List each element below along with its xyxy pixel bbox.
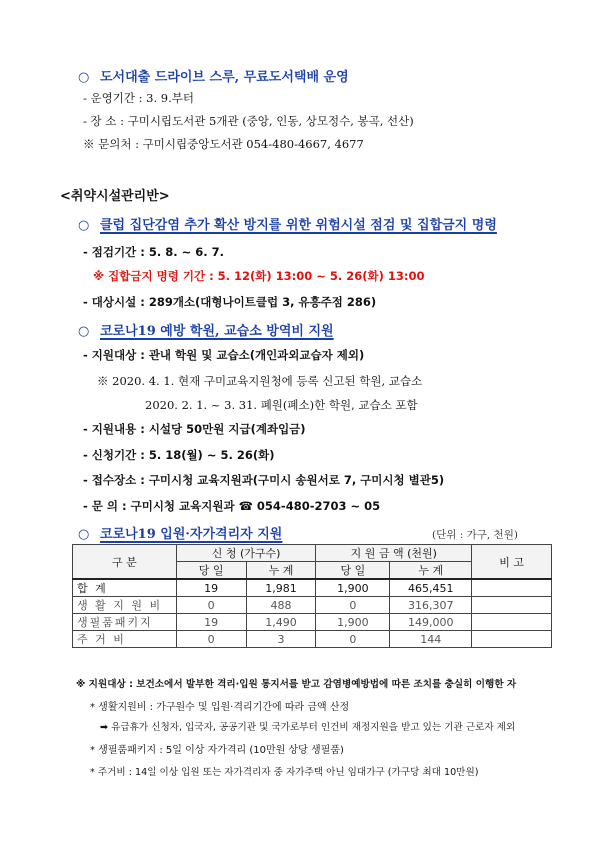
section1-line-2: - 장 소 : 구미시립도서관 5개관 (중앙, 인동, 상모정수, 봉곡, 선산): [83, 114, 414, 128]
section2-target: - 대상시설 : 289개소(대형나이트클럽 3, 유흥주점 286): [83, 295, 377, 309]
cell-app-cum: 1,981: [246, 579, 316, 597]
section3-line-6: - 접수장소 : 구미시청 교육지원과(구미시 송원서로 7, 구미시청 별관5): [83, 473, 445, 487]
cell-app-cum: 488: [246, 597, 316, 614]
table-row: [73, 597, 552, 614]
table-header-row: [73, 545, 552, 562]
section2-heading: ○ 클럽 집단감염 추가 확산 방지를 위한 위험시설 점검 및 집합금지 명령: [78, 218, 497, 233]
section2-period: - 점검기간 : 5. 8. ~ 6. 7.: [83, 245, 224, 259]
cell-sup-cum: 316,307: [390, 597, 472, 614]
cell-app-cum: 3: [246, 631, 316, 648]
subheader-daily: 당 일: [316, 562, 390, 580]
circle-bullet-icon: ○: [78, 527, 90, 542]
section2-ban-period: ※ 집합금지 명령 기간 : 5. 12(화) 13:00 ~ 5. 26(화) 13:00: [93, 269, 425, 283]
cell-note: [472, 614, 552, 631]
department-title: <취약시설관리반>: [60, 189, 170, 204]
section3-line-5: - 신청기간 : 5. 18(월) ~ 5. 26(화): [83, 448, 275, 462]
header-application: 신 청 (가구수): [176, 545, 316, 562]
circle-bullet-icon: ○: [78, 324, 90, 339]
note-package: * 생필품패키지 : 5일 이상 자가격리 (10만원 상당 생필품): [90, 745, 344, 756]
header-support: 지 원 금 액 (천원): [316, 545, 472, 562]
section3-line-7: - 문 의 : 구미시청 교육지원과 ☎ 054-480-2703 ~ 05: [83, 499, 381, 513]
cell-note: [472, 631, 552, 648]
subheader-daily: 당 일: [176, 562, 246, 580]
cell-app-cum: 1,490: [246, 614, 316, 631]
note-exclusion: ➡ 유급휴가 신청자, 입국자, 공공기관 및 국가로부터 인건비 재정지원을 받고 있는 기관 근로자 제외: [100, 722, 516, 733]
header-note: 비 고: [472, 545, 552, 580]
unit-label: (단위 : 가구, 천원): [432, 529, 518, 541]
row-label: 생 활 지 원 비: [73, 597, 177, 614]
cell-sup-cum: 149,000: [390, 614, 472, 631]
cell-sup-cum: 465,451: [390, 579, 472, 597]
cell-sup-day: 1,900: [316, 614, 390, 631]
cell-app-day: 19: [176, 614, 246, 631]
section3-line-3: 2020. 2. 1. ~ 3. 31. 폐원(폐소)한 학원, 교습소 포함: [145, 398, 418, 412]
table-row: [73, 579, 552, 597]
header-category: 구 분: [73, 545, 177, 580]
circle-bullet-icon: ○: [78, 70, 90, 85]
cell-sup-day: 1,900: [316, 579, 390, 597]
row-label: 합 계: [73, 579, 177, 597]
section1-line-1: - 운영기간 : 3. 9.부터: [83, 91, 194, 105]
note-eligibility: ※ 지원대상 : 보건소에서 발부한 격리·입원 통지서를 받고 감염병예방법에 따른 조치를 충실히 이행한 자: [76, 679, 517, 690]
support-table: [72, 544, 552, 648]
cell-sup-day: 0: [316, 597, 390, 614]
section3-heading: ○ 코로나19 예방 학원, 교습소 방역비 지원: [78, 324, 334, 339]
cell-app-day: 19: [176, 579, 246, 597]
section3-line-1: - 지원대상 : 관내 학원 및 교습소(개인과외교습자 제외): [83, 348, 365, 362]
table-row: [73, 614, 552, 631]
cell-sup-day: 0: [316, 631, 390, 648]
section1-heading: ○ 도서대출 드라이브 스루, 무료도서택배 운영: [78, 70, 349, 85]
cell-app-day: 0: [176, 597, 246, 614]
cell-note: [472, 579, 552, 597]
table-row: [73, 631, 552, 648]
section3-line-2: ※ 2020. 4. 1. 현재 구미교육지원청에 등록 신고된 학원, 교습소: [97, 374, 423, 388]
section4-heading: ○ 코로나19 입원·자가격리자 지원: [78, 527, 283, 542]
circle-bullet-icon: ○: [78, 218, 90, 233]
section3-line-4: - 지원내용 : 시설당 50만원 지급(계좌입금): [83, 422, 306, 436]
row-label: 주 거 비: [73, 631, 177, 648]
cell-sup-cum: 144: [390, 631, 472, 648]
subheader-cumulative: 누 계: [246, 562, 316, 580]
subheader-cumulative: 누 계: [390, 562, 472, 580]
note-living-support: * 생활지원비 : 가구원수 및 입원·격리기간에 따라 금액 산정: [90, 702, 350, 713]
cell-app-day: 0: [176, 631, 246, 648]
row-label: 생필품패키지: [73, 614, 177, 631]
cell-note: [472, 597, 552, 614]
note-housing: * 주거비 : 14일 이상 입원 또는 자가격리자 중 자가주택 아닌 임대가구 (가구당 최대 10만원): [90, 767, 479, 778]
section1-line-3: ※ 문의처 : 구미시립중앙도서관 054-480-4667, 4677: [83, 137, 364, 151]
